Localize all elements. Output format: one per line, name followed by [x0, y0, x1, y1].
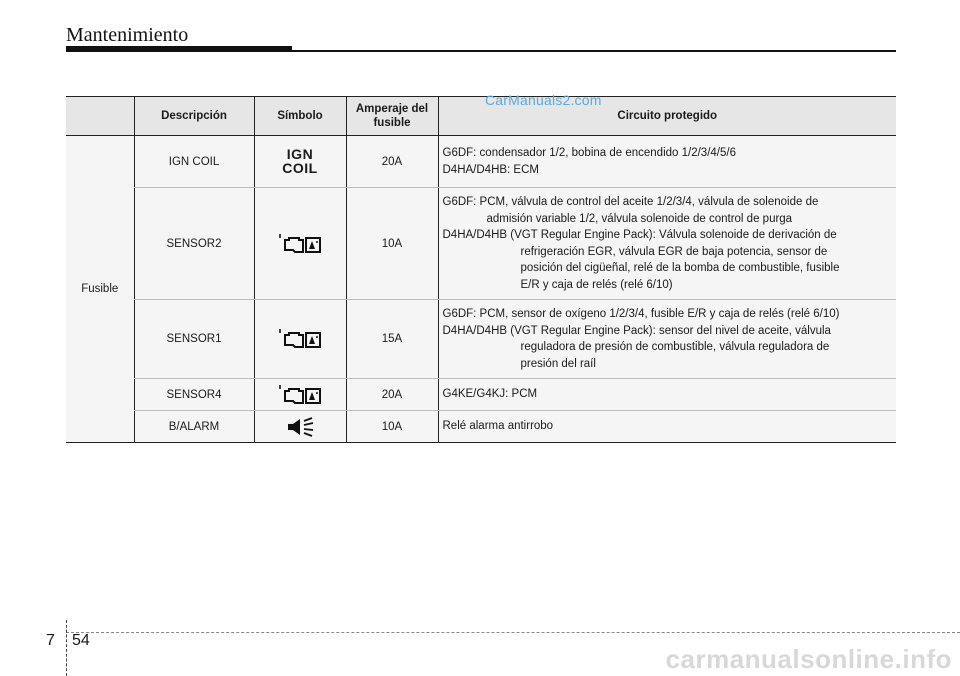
description-cell: B/ALARM — [134, 411, 254, 443]
circuit-cell — [438, 379, 896, 411]
circuit-line: admisión variable 1/2, válvula solenoide de control de purga — [486, 212, 793, 225]
symbol-cell — [254, 188, 346, 300]
header-category — [66, 97, 134, 136]
header-rule-accent — [66, 46, 292, 52]
page-number: 54 — [72, 632, 90, 649]
circuit-line: refrigeración EGR, válvula EGR de baja potencia, sensor de — [520, 245, 828, 258]
description-cell: IGN COIL — [134, 136, 254, 188]
circuit-line: posición del cigüeñal, relé de la bomba de combustible, fusible — [520, 262, 840, 274]
amperage-cell: 10A — [346, 188, 438, 300]
symbol-cell — [254, 136, 346, 188]
page-number-separator — [66, 620, 67, 676]
amperage-cell: 20A — [346, 379, 438, 411]
table-row — [66, 379, 896, 411]
circuit-line: G4KE/G4KJ: PCM — [442, 388, 538, 401]
horn-alarm-icon — [285, 415, 315, 439]
amperage-cell: 20A — [346, 136, 438, 188]
header-symbol: Símbolo — [254, 97, 346, 136]
description-cell: SENSOR4 — [134, 379, 254, 411]
category-cell: Fusible — [66, 136, 134, 443]
amperage-cell: 10A — [346, 411, 438, 443]
circuit-cell — [438, 188, 896, 300]
header-amperage: Amperaje del fusible — [346, 97, 438, 136]
chapter-number: 7 — [46, 632, 55, 649]
symbol-cell — [254, 300, 346, 379]
amperage-cell: 15A — [346, 300, 438, 379]
circuit-line: G6DF: condensador 1/2, bobina de encendido 1/2/3/4/5/6 — [442, 147, 736, 159]
engine-sensor-icon — [277, 232, 323, 256]
circuit-line: presión del raíl — [520, 357, 596, 370]
description-cell: SENSOR1 — [134, 300, 254, 379]
table-row — [66, 411, 896, 443]
engine-sensor-icon — [277, 327, 323, 351]
symbol-cell — [254, 379, 346, 411]
circuit-line: G6DF: PCM, válvula de control del aceite 1/2/3/4, válvula de solenoide de — [442, 196, 819, 208]
circuit-line: D4HA/D4HB (VGT Regular Engine Pack): Válvula solenoide de derivación de — [442, 229, 837, 241]
fuse-table — [66, 96, 896, 443]
table-row — [66, 136, 896, 188]
circuit-cell — [438, 136, 896, 188]
header-description: Descripción — [134, 97, 254, 136]
page-header-title: Mantenimiento — [66, 24, 189, 46]
circuit-line: E/R y caja de relés (relé 6/10) — [520, 278, 673, 291]
ign-coil-icon: IGN COIL — [282, 146, 318, 176]
circuit-line: D4HA/D4HB (VGT Regular Engine Pack): sensor del nivel de aceite, válvula — [442, 324, 831, 337]
symbol-cell — [254, 411, 346, 443]
table-row — [66, 188, 896, 300]
header-circuit: Circuito protegido — [438, 97, 896, 136]
circuit-line: G6DF: PCM, sensor de oxígeno 1/2/3/4, fusible E/R y caja de relés (relé 6/10) — [442, 308, 840, 320]
footer-rule — [66, 632, 960, 633]
watermark-carmanuals: CarManuals2.com — [485, 92, 602, 108]
circuit-line: reguladora de presión de combustible, válvula reguladora de — [520, 341, 830, 353]
table-header-row — [66, 97, 896, 136]
engine-sensor-icon — [277, 383, 323, 407]
description-cell: SENSOR2 — [134, 188, 254, 300]
circuit-cell — [438, 411, 896, 443]
table-row — [66, 300, 896, 379]
watermark-footer: carmanualsonline.info — [665, 644, 952, 674]
circuit-cell — [438, 300, 896, 379]
circuit-line: Relé alarma antirrobo — [442, 420, 554, 433]
circuit-line: D4HA/D4HB: ECM — [442, 163, 539, 176]
